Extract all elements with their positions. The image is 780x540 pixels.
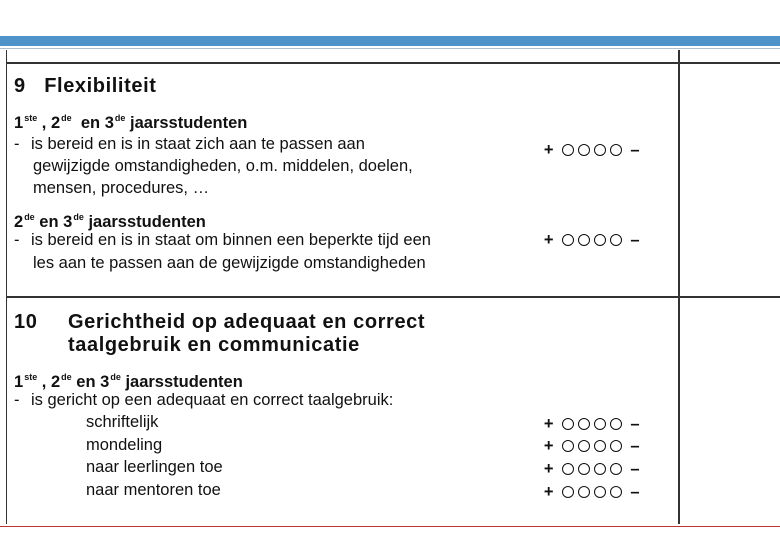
rating-option[interactable] <box>578 463 590 475</box>
section-9-item1-line1: - is bereid en is in staat zich aan te passen aan <box>14 135 365 153</box>
rating-option[interactable] <box>562 463 574 475</box>
rating-option[interactable] <box>562 418 574 430</box>
rating-scale: + – <box>543 141 641 159</box>
rating-option[interactable] <box>594 463 606 475</box>
subitem-mentoren: naar mentoren toe <box>86 481 221 499</box>
rating-option[interactable] <box>594 418 606 430</box>
section-9-item1-line3: mensen, procedures, … <box>33 179 210 197</box>
section-10-group1-label: 1ste , 2de en 3de jaarsstudenten <box>14 372 243 391</box>
section-9-heading <box>14 75 156 97</box>
top-accent-bar <box>0 36 780 46</box>
rating-option[interactable] <box>610 144 622 156</box>
table-top-border <box>6 62 780 64</box>
rating-option[interactable] <box>562 440 574 452</box>
rating-option[interactable] <box>610 463 622 475</box>
rating-scale: + – <box>543 231 641 249</box>
rating-option[interactable] <box>610 486 622 498</box>
rating-option[interactable] <box>594 486 606 498</box>
section-9-title: Flexibiliteit <box>44 75 157 97</box>
section-10-item-line: - is gericht op een adequaat en correct taalgebruik: <box>14 391 394 409</box>
subitem-mondeling: mondeling <box>86 436 163 454</box>
rating-option[interactable] <box>594 440 606 452</box>
section-9-item2-line1: - is bereid en is in staat om binnen een beperkte tijd een <box>14 231 431 249</box>
top-rule <box>0 48 780 49</box>
section-10-title-line1: Gerichtheid op adequaat en correct <box>68 311 426 333</box>
rating-option[interactable] <box>578 486 590 498</box>
rating-option[interactable] <box>594 144 606 156</box>
rating-option[interactable] <box>562 234 574 246</box>
section-9-item2-line2: les aan te passen aan de gewijzigde omstandigheden <box>33 254 426 272</box>
row-divider <box>6 296 780 298</box>
rating-scale: + – <box>543 460 641 478</box>
rating-option[interactable] <box>610 234 622 246</box>
bottom-rule <box>0 526 780 527</box>
rating-option[interactable] <box>562 144 574 156</box>
section-9-item1-line2: gewijzigde omstandigheden, o.m. middelen, doelen, <box>33 157 413 175</box>
rating-option[interactable] <box>562 486 574 498</box>
section-9-number: 9 <box>14 75 26 97</box>
rating-option[interactable] <box>594 234 606 246</box>
section-10-title-line2: taalgebruik en communicatie <box>68 334 360 356</box>
rating-scale: + – <box>543 437 641 455</box>
section-10-number: 10 <box>14 311 38 333</box>
rating-option[interactable] <box>610 418 622 430</box>
rating-scale: + – <box>543 483 641 501</box>
rating-option[interactable] <box>578 440 590 452</box>
column-divider <box>678 50 680 524</box>
rating-scale: + – <box>543 415 641 433</box>
rating-option[interactable] <box>610 440 622 452</box>
rating-option[interactable] <box>578 144 590 156</box>
subitem-leerlingen: naar leerlingen toe <box>86 458 223 476</box>
subitem-schriftelijk: schriftelijk <box>86 413 159 431</box>
section-9-group1-label: 1ste , 2de en 3de jaarsstudenten <box>14 113 248 132</box>
rating-option[interactable] <box>578 234 590 246</box>
rating-option[interactable] <box>578 418 590 430</box>
section-9-group2-label: 2de en 3de jaarsstudenten <box>14 212 206 231</box>
